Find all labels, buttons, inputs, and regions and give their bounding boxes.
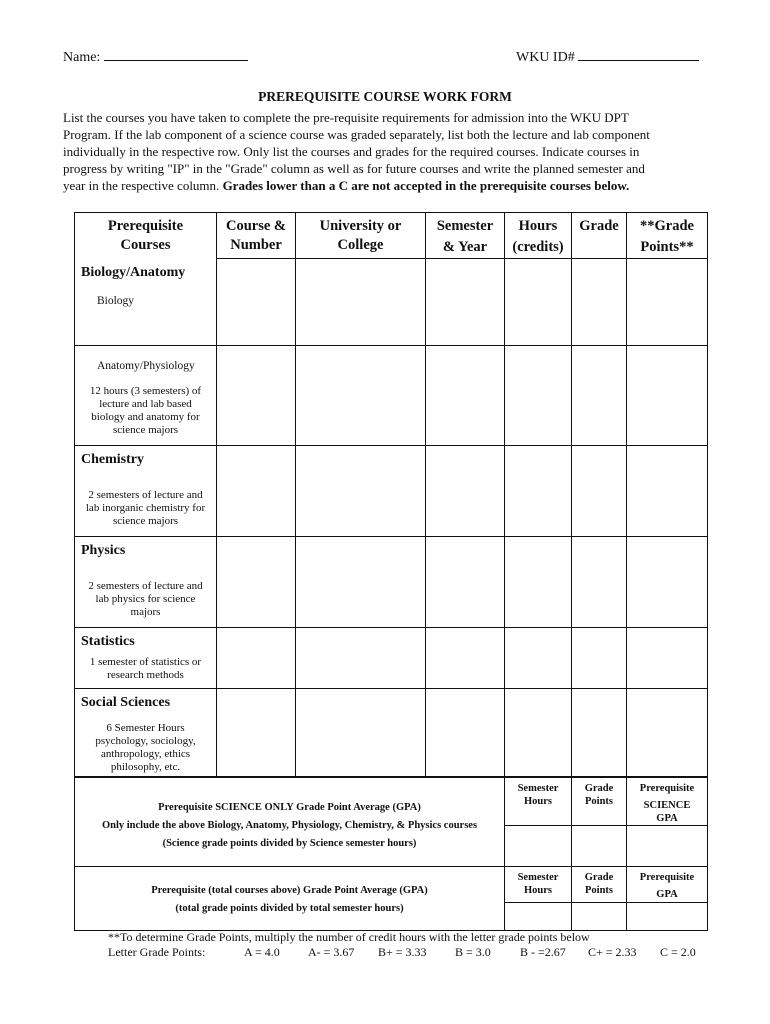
course-anatomy: Anatomy/Physiology xyxy=(97,360,195,372)
cell-hours-social[interactable] xyxy=(505,689,572,777)
total-gpa-label: Prerequisite (total courses above) Grade Point Average (GPA) (total grade points divided by total semester hours) xyxy=(75,867,505,931)
grade-points-note: **To determine Grade Points, multiply the number of credit hours with the letter grade points below xyxy=(108,930,590,944)
table-row xyxy=(75,537,708,628)
total-gpa-table xyxy=(74,866,708,931)
grade-b: B = 3.0 xyxy=(455,945,491,959)
cell-hours-chemistry[interactable] xyxy=(505,446,572,537)
row-label-physics xyxy=(75,537,217,628)
science-grade-points-header: Grade Points xyxy=(572,778,627,826)
total-grade-points-header: Grade Points xyxy=(572,867,627,903)
science-gpa-label: Prerequisite SCIENCE ONLY Grade Point Average (GPA) Only include the above Biology, Anatomy, Physiology, Chemistry, & Physics courses (Science grade points divided by Science semester hours) xyxy=(75,778,505,867)
science-gpa-header: Prerequisite SCIENCE GPA xyxy=(627,778,708,826)
cell-hours-anatomy[interactable] xyxy=(505,346,572,446)
bio-requirement-note: 12 hours (3 semesters) of lecture and lab based biology and anatomy for science majors xyxy=(89,385,202,436)
category-physics: Physics xyxy=(81,543,126,558)
cell-hours-biology[interactable] xyxy=(505,259,572,346)
cell-grade-biology[interactable] xyxy=(572,259,627,346)
grade-c: C = 2.0 xyxy=(660,945,696,959)
name-blank[interactable] xyxy=(104,46,248,61)
col-header-semester: Semester & Year xyxy=(426,213,505,259)
row-label-biology xyxy=(75,259,217,346)
category-bio-anatomy: Biology/Anatomy xyxy=(81,264,186,280)
total-semester-hours-header: Semester Hours xyxy=(505,867,572,903)
instructions: List the courses you have taken to complete the pre-requisite requirements for admission into the WKU DPT Program. If the lab component of a science course was graded separately, list both the lecture and lab component individually in the respective row. Only list the courses and grades for the required courses. Indicate courses in progress by writing "IP" in the "Grade" column as well as for future courses and write the planned semester and year in the respective column. Grades lower than a C are not accepted in the prerequisite courses below. xyxy=(63,110,650,193)
cell-grade-statistics[interactable] xyxy=(572,628,627,689)
cell-course-anatomy[interactable] xyxy=(217,346,296,446)
science-gpa-cell[interactable] xyxy=(627,826,708,867)
category-social-sciences: Social Sciences xyxy=(81,695,171,710)
letter-grade-scale xyxy=(108,945,708,961)
col-header-grade-points: **Grade Points** xyxy=(627,213,708,259)
cell-points-social[interactable] xyxy=(627,689,708,777)
cell-university-biology[interactable] xyxy=(296,259,426,346)
cell-hours-statistics[interactable] xyxy=(505,628,572,689)
row-label-anatomy xyxy=(75,346,217,446)
total-gpa-header: Prerequisite GPA xyxy=(627,867,708,903)
letter-grade-label: Letter Grade Points: xyxy=(108,945,206,959)
cell-semester-statistics[interactable] xyxy=(426,628,505,689)
science-semester-hours-header: Semester Hours xyxy=(505,778,572,826)
cell-course-statistics[interactable] xyxy=(217,628,296,689)
cell-university-chemistry[interactable] xyxy=(296,446,426,537)
science-grade-points-cell[interactable] xyxy=(572,826,627,867)
total-semester-hours-cell[interactable] xyxy=(505,903,572,931)
cell-semester-social[interactable] xyxy=(426,689,505,777)
cell-grade-chemistry[interactable] xyxy=(572,446,627,537)
name-field[interactable] xyxy=(63,46,248,66)
science-semester-hours-cell[interactable] xyxy=(505,826,572,867)
col-header-prereq: Prerequisite Courses xyxy=(75,213,217,259)
col-header-course: Course & Number xyxy=(217,213,296,259)
form-title: PREREQUISITE COURSE WORK FORM xyxy=(258,89,512,104)
cell-semester-chemistry[interactable] xyxy=(426,446,505,537)
prerequisite-table xyxy=(74,212,708,777)
cell-points-anatomy[interactable] xyxy=(627,346,708,446)
name-label: Name: xyxy=(63,50,101,65)
total-gpa-cell[interactable] xyxy=(627,903,708,931)
category-statistics: Statistics xyxy=(81,634,135,649)
cell-grade-anatomy[interactable] xyxy=(572,346,627,446)
cell-course-chemistry[interactable] xyxy=(217,446,296,537)
science-gpa-table xyxy=(74,777,708,867)
grade-a: A = 4.0 xyxy=(244,945,280,959)
table-header-row xyxy=(75,213,708,259)
cell-university-statistics[interactable] xyxy=(296,628,426,689)
table-row xyxy=(75,259,708,346)
cell-university-anatomy[interactable] xyxy=(296,346,426,446)
cell-course-physics[interactable] xyxy=(217,537,296,628)
table-row xyxy=(75,446,708,537)
cell-semester-physics[interactable] xyxy=(426,537,505,628)
cell-course-biology[interactable] xyxy=(217,259,296,346)
category-chemistry: Chemistry xyxy=(81,452,144,467)
grade-c-plus: C+ = 2.33 xyxy=(588,945,637,959)
cell-grade-physics[interactable] xyxy=(572,537,627,628)
course-biology: Biology xyxy=(97,294,135,307)
cell-semester-anatomy[interactable] xyxy=(426,346,505,446)
cell-points-chemistry[interactable] xyxy=(627,446,708,537)
cell-points-statistics[interactable] xyxy=(627,628,708,689)
grade-b-minus: B - =2.67 xyxy=(520,945,566,959)
grade-warning: Grades lower than a C are not accepted in the prerequisite courses below. xyxy=(222,178,630,193)
cell-points-physics[interactable] xyxy=(627,537,708,628)
cell-points-biology[interactable] xyxy=(627,259,708,346)
cell-semester-biology[interactable] xyxy=(426,259,505,346)
table-row xyxy=(75,628,708,689)
cell-course-social[interactable] xyxy=(217,689,296,777)
cell-grade-social[interactable] xyxy=(572,689,627,777)
table-row xyxy=(75,346,708,446)
row-label-statistics xyxy=(75,628,217,689)
cell-university-social[interactable] xyxy=(296,689,426,777)
social-requirement-note: 6 Semester Hours psychology, sociology, anthropology, ethics philosophy, etc. xyxy=(95,722,196,773)
col-header-university: University or College xyxy=(296,213,426,259)
stat-requirement-note: 1 semester of statistics or research methods xyxy=(89,656,202,681)
table-row xyxy=(75,689,708,777)
col-header-hours: Hours (credits) xyxy=(505,213,572,259)
grade-b-plus: B+ = 3.33 xyxy=(378,945,427,959)
total-grade-points-cell[interactable] xyxy=(572,903,627,931)
row-label-chemistry xyxy=(75,446,217,537)
col-header-grade: Grade xyxy=(572,213,627,259)
grade-a-minus: A- = 3.67 xyxy=(308,945,355,959)
wku-id-label: WKU ID# xyxy=(516,50,575,65)
row-label-social xyxy=(75,689,217,777)
cell-hours-physics[interactable] xyxy=(505,537,572,628)
wku-id-field[interactable] xyxy=(516,46,699,66)
phys-requirement-note: 2 semesters of lecture and lab physics for science majors xyxy=(88,580,203,618)
wku-id-blank[interactable] xyxy=(578,46,699,61)
cell-university-physics[interactable] xyxy=(296,537,426,628)
chem-requirement-note: 2 semesters of lecture and lab inorganic chemistry for science majors xyxy=(85,489,206,527)
